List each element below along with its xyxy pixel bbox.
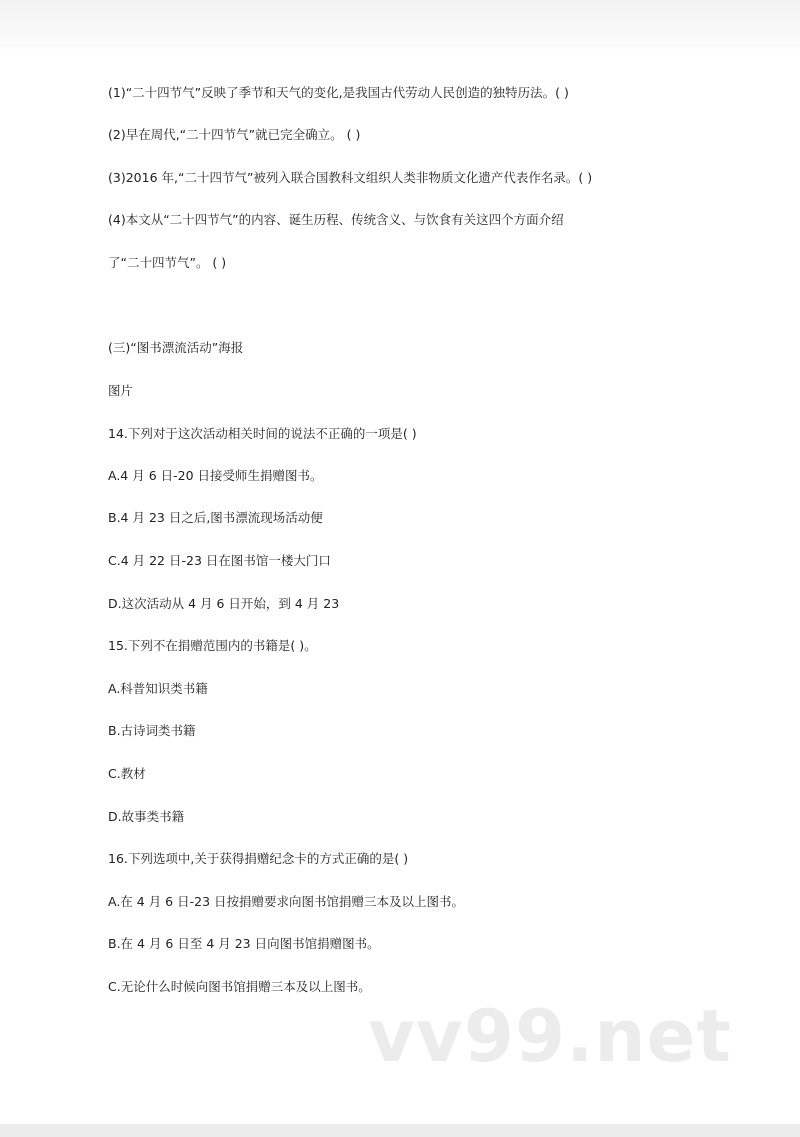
judgment-item-4-continued: 了“二十四节气”。 ( ) — [108, 255, 227, 270]
question-14-option-b: B.4 月 23 日之后,图书漂流现场活动便 — [108, 510, 323, 525]
image-placeholder-text: 图片 — [108, 383, 134, 398]
judgment-item-3: (3)2016 年,“二十四节气”被列入联合国教科文组织人类非物质文化遗产代表作名录。( ) — [108, 170, 593, 185]
question-16-option-c: C.无论什么时候向图书馆捐赠三本及以上图书。 — [108, 979, 371, 994]
question-16-option-a: A.在 4 月 6 日-23 日按捐赠要求向图书馆捐赠三本及以上图书。 — [108, 894, 464, 909]
question-16-option-b: B.在 4 月 6 日至 4 月 23 日向图书馆捐赠图书。 — [108, 936, 380, 951]
judgment-item-4: (4)本文从“二十四节气”的内容、诞生历程、传统含义、与饮食有关这四个方面介绍 — [108, 212, 564, 227]
question-14: 14.下列对于这次活动相关时间的说法不正确的一项是( ) — [108, 426, 417, 441]
judgment-item-1: (1)“二十四节气”反映了季节和天气的变化,是我国古代劳动人民创造的独特历法。( ) — [108, 85, 569, 100]
question-16: 16.下列选项中,关于获得捐赠纪念卡的方式正确的是( ) — [108, 851, 409, 866]
question-15-option-d: D.故事类书籍 — [108, 809, 185, 824]
question-15-option-b: B.古诗词类书籍 — [108, 723, 196, 738]
question-15: 15.下列不在捐赠范围内的书籍是( )。 — [108, 638, 317, 653]
question-14-option-a: A.4 月 6 日-20 日接受师生捐赠图书。 — [108, 468, 323, 483]
question-15-option-c: C.教材 — [108, 766, 146, 781]
question-14-option-c: C.4 月 22 日-23 日在图书馆一楼大门口 — [108, 553, 331, 568]
question-14-option-d: D.这次活动从 4 月 6 日开始，到 4 月 23 — [108, 596, 340, 611]
page-top-shadow — [0, 0, 800, 58]
watermark: vv99.net — [368, 994, 732, 1078]
judgment-item-2: (2)早在周代,“二十四节气”就已完全确立。 ( ) — [108, 127, 361, 142]
section-heading-poster: (三)“图书漂流活动”海报 — [108, 340, 244, 355]
question-15-option-a: A.科普知识类书籍 — [108, 681, 208, 696]
page-bottom-edge — [0, 1124, 800, 1137]
